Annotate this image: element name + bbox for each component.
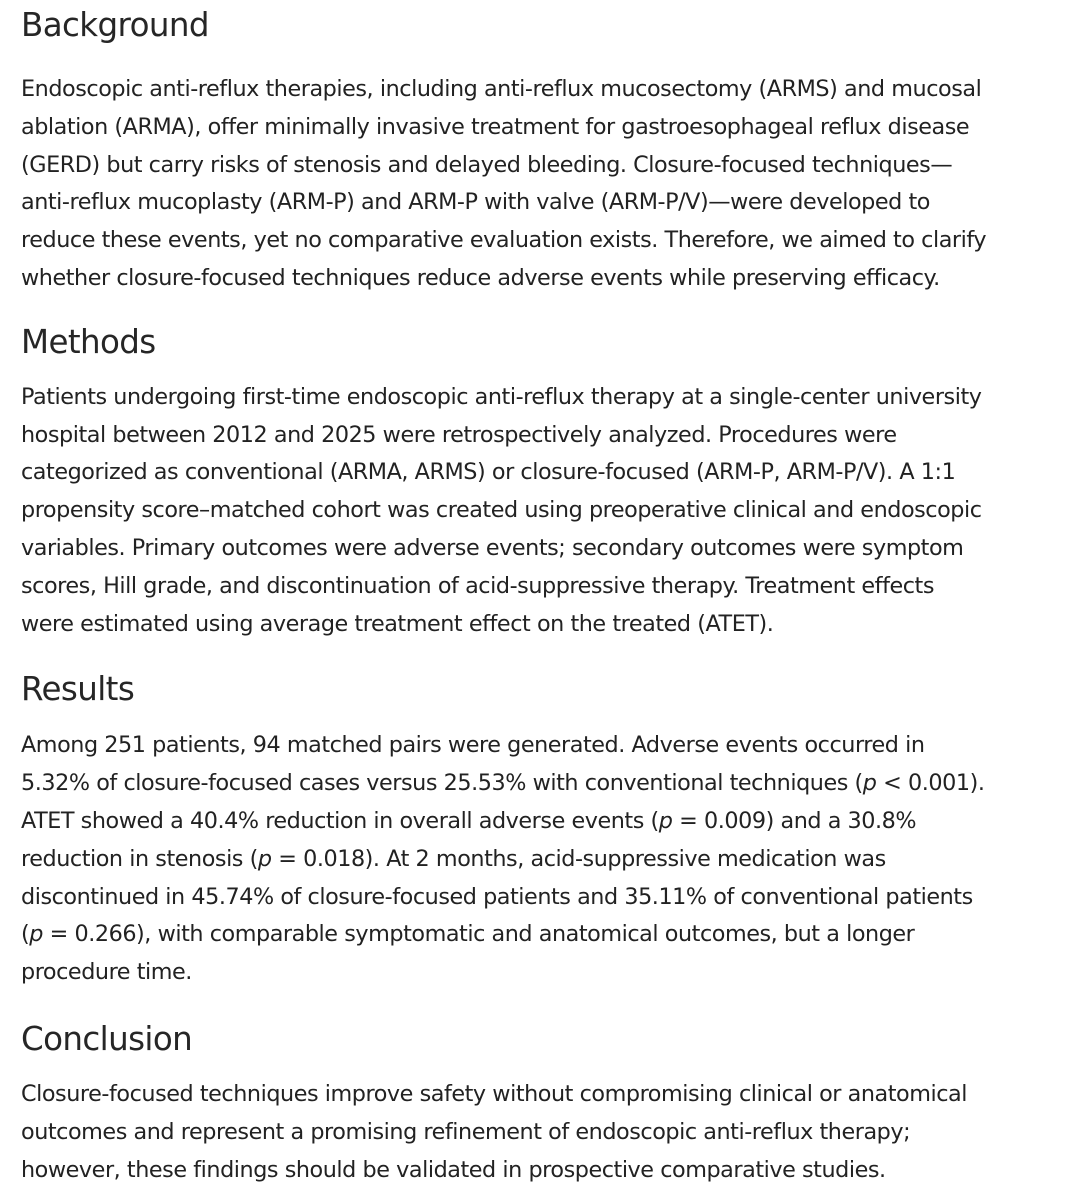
text-run: outcomes and represent a promising refinement of endoscopic anti-reflux therapy;: [21, 1118, 911, 1145]
background-section: [21, 0, 1077, 298]
paragraph-line: [21, 222, 1077, 260]
text-run: (: [21, 921, 30, 948]
paragraph-line: [21, 841, 1077, 879]
paragraph-line: [21, 1114, 1077, 1152]
text-run: were estimated using average treatment effect on the treated (ATET).: [21, 610, 774, 637]
methods-paragraph: [21, 379, 1077, 644]
background-heading: Background: [21, 6, 209, 44]
conclusion-paragraph: [21, 1076, 1077, 1189]
paragraph-line: [21, 379, 1077, 417]
results-heading: Results: [21, 670, 135, 709]
paragraph-line: [21, 916, 1077, 954]
italic-text-run: p: [257, 845, 272, 872]
text-run: Closure-focused techniques improve safety without compromising clinical or anatomical: [21, 1080, 967, 1107]
text-run: procedure time.: [21, 959, 192, 986]
paragraph-line: [21, 184, 1077, 222]
italic-text-run: p: [29, 921, 43, 948]
background-paragraph: [21, 71, 1077, 298]
paragraph-line: [21, 727, 1077, 765]
text-run: = 0.266), with comparable symptomatic and anatomical outcomes, but a longer: [42, 921, 915, 948]
text-run: categorized as conventional (ARMA, ARMS) or closure-focused (ARM-P, ARM-P/V). A 1:1: [21, 459, 956, 486]
paragraph-line: [21, 954, 1077, 992]
text-run: ATET showed a 40.4% reduction in overall adverse events (: [21, 807, 659, 834]
text-run: 5.32% of closure-focused cases versus 25.53% with conventional techniques (: [21, 770, 863, 797]
paragraph-line: [21, 1152, 1077, 1190]
italic-text-run: p: [658, 807, 673, 834]
paragraph-line: [21, 109, 1077, 147]
paragraph-line: [21, 765, 1077, 803]
conclusion-section: [21, 1019, 1077, 1189]
paragraph-line: [21, 879, 1077, 917]
paragraph-line: [21, 1076, 1077, 1114]
text-run: variables. Primary outcomes were adverse events; secondary outcomes were symptom: [21, 534, 964, 561]
text-run: < 0.001).: [876, 770, 985, 797]
text-run: (GERD) but carry risks of stenosis and delayed bleeding. Closure-focused techniques—: [21, 151, 953, 178]
text-run: = 0.009) and a 30.8%: [672, 807, 917, 834]
results-section: [21, 669, 1077, 992]
text-run: reduction in stenosis (: [21, 845, 258, 872]
paragraph-line: [21, 454, 1077, 492]
text-run: reduce these events, yet no comparative evaluation exists. Therefore, we aimed to clarify: [21, 227, 987, 254]
text-run: discontinued in 45.74% of closure-focused patients and 35.11% of conventional patients: [21, 883, 973, 910]
paragraph-line: [21, 71, 1077, 109]
paragraph-line: [21, 606, 1077, 644]
text-run: Patients undergoing first-time endoscopic anti-reflux therapy at a single-center university: [21, 383, 982, 410]
paragraph-line: [21, 530, 1077, 568]
text-run: Among 251 patients, 94 matched pairs were generated. Adverse events occurred in: [21, 732, 925, 759]
text-run: hospital between 2012 and 2025 were retrospectively analyzed. Procedures were: [21, 421, 897, 448]
paragraph-line: [21, 803, 1077, 841]
paragraph-line: [21, 568, 1077, 606]
text-run: however, these findings should be validated in prospective comparative studies.: [21, 1156, 886, 1183]
text-run: anti-reflux mucoplasty (ARM-P) and ARM-P with valve (ARM-P/V)—were developed to: [21, 189, 930, 216]
methods-section: [21, 322, 1077, 644]
methods-heading: Methods: [21, 322, 156, 361]
paragraph-line: [21, 417, 1077, 455]
text-run: whether closure-focused techniques reduce adverse events while preserving efficacy.: [21, 264, 940, 291]
conclusion-heading: Conclusion: [21, 1019, 193, 1058]
paragraph-line: [21, 492, 1077, 530]
text-run: scores, Hill grade, and discontinuation of acid-suppressive therapy. Treatment effects: [21, 572, 934, 599]
text-run: propensity score–matched cohort was created using preoperative clinical and endoscopic: [21, 497, 982, 524]
paragraph-line: [21, 260, 1077, 298]
results-paragraph: [21, 727, 1077, 992]
text-run: ablation (ARMA), offer minimally invasive treatment for gastroesophageal reflux disease: [21, 113, 970, 140]
text-run: Endoscopic anti-reflux therapies, including anti-reflux mucosectomy (ARMS) and mucosal: [21, 76, 982, 102]
italic-text-run: p: [862, 770, 877, 797]
paragraph-line: [21, 147, 1077, 185]
text-run: = 0.018). At 2 months, acid-suppressive medication was: [271, 845, 886, 872]
